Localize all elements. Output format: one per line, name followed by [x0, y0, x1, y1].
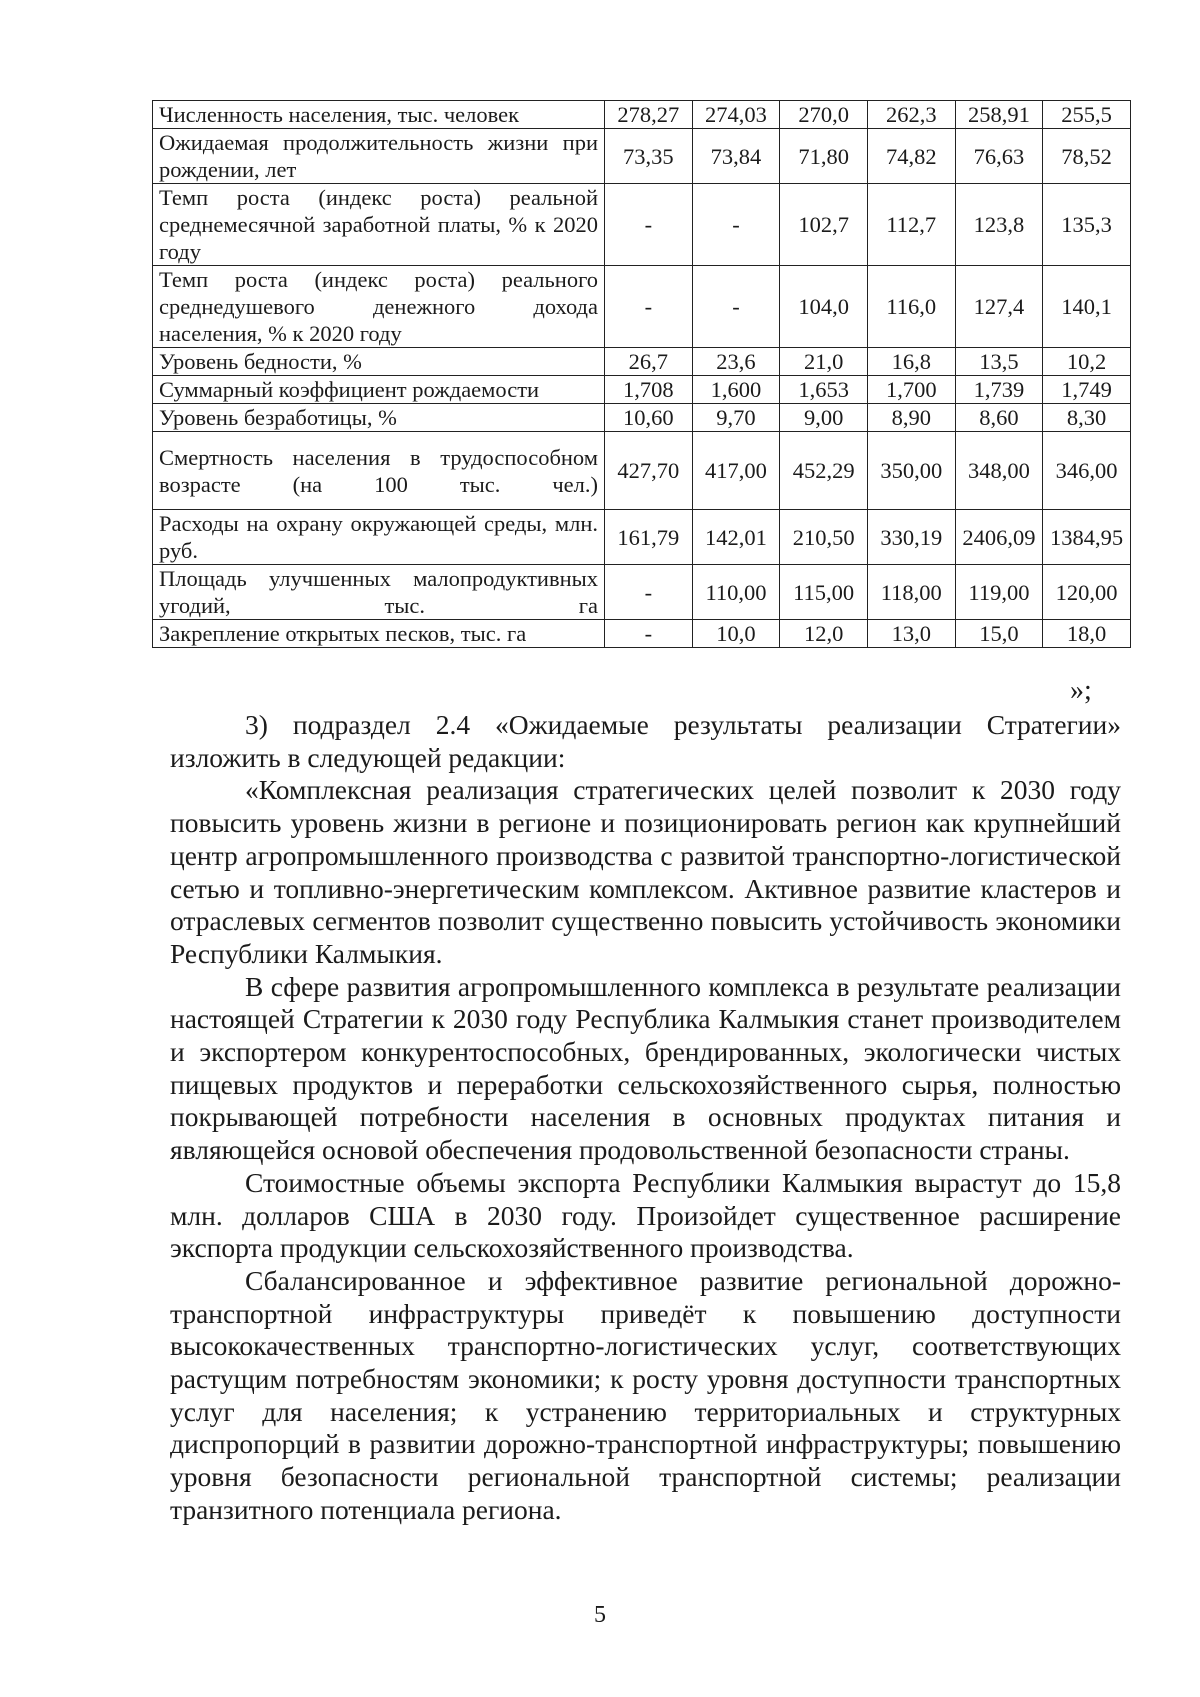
- indicator-value: 120,00: [1043, 565, 1131, 620]
- indicator-value: 13,0: [867, 620, 955, 648]
- indicator-name: Закрепление открытых песков, тыс. га: [153, 620, 605, 648]
- indicator-value: 8,60: [955, 404, 1043, 432]
- indicator-value: 110,00: [692, 565, 780, 620]
- indicator-value: 135,3: [1043, 184, 1131, 266]
- table-row: [153, 184, 1131, 266]
- indicator-name: Численность населения, тыс. человек: [153, 101, 605, 129]
- indicator-value: 262,3: [867, 101, 955, 129]
- indicator-value: 73,84: [692, 129, 780, 184]
- table-row: [153, 565, 1131, 620]
- indicator-value: -: [605, 620, 693, 648]
- indicator-name: Уровень безработицы, %: [153, 404, 605, 432]
- indicators-table: [152, 100, 1131, 648]
- indicator-value: -: [605, 184, 693, 266]
- indicator-value: 346,00: [1043, 432, 1131, 510]
- indicator-value: 76,63: [955, 129, 1043, 184]
- indicator-value: 1,600: [692, 376, 780, 404]
- indicator-value: 10,2: [1043, 348, 1131, 376]
- indicator-value: -: [692, 184, 780, 266]
- indicator-name: Расходы на охрану окружающей среды, млн. руб.: [153, 510, 605, 565]
- indicator-name: Суммарный коэффициент рождаемости: [153, 376, 605, 404]
- indicator-value: 1,653: [780, 376, 868, 404]
- closing-quote: »;: [1070, 675, 1092, 706]
- indicator-value: -: [692, 266, 780, 348]
- indicator-value: 10,60: [605, 404, 693, 432]
- indicator-name: Ожидаемая продолжительность жизни при рождении, лет: [153, 129, 605, 184]
- indicator-value: 452,29: [780, 432, 868, 510]
- indicator-value: 13,5: [955, 348, 1043, 376]
- indicator-value: 274,03: [692, 101, 780, 129]
- indicator-value: 348,00: [955, 432, 1043, 510]
- indicator-value: 102,7: [780, 184, 868, 266]
- indicator-name: Площадь улучшенных малопродуктивных угодий, тыс. га: [153, 565, 605, 620]
- page-number: 5: [594, 1602, 606, 1628]
- indicator-value: 161,79: [605, 510, 693, 565]
- table-row: [153, 101, 1131, 129]
- table-row: [153, 620, 1131, 648]
- indicator-value: 118,00: [867, 565, 955, 620]
- indicator-name: Уровень бедности, %: [153, 348, 605, 376]
- indicator-value: 417,00: [692, 432, 780, 510]
- paragraph: 3) подраздел 2.4 «Ожидаемые результаты реализации Стратегии» изложить в следующей редакции:: [170, 709, 1121, 773]
- indicator-value: 73,35: [605, 129, 693, 184]
- indicator-value: 119,00: [955, 565, 1043, 620]
- indicator-value: 26,7: [605, 348, 693, 376]
- indicator-value: 9,70: [692, 404, 780, 432]
- indicator-value: 255,5: [1043, 101, 1131, 129]
- indicator-name: Смертность населения в трудоспособном возрасте (на 100 тыс. чел.): [153, 432, 605, 510]
- indicator-name: Темп роста (индекс роста) реальной среднемесячной заработной платы, % к 2020 году: [153, 184, 605, 266]
- indicator-value: 1,708: [605, 376, 693, 404]
- table-row: [153, 129, 1131, 184]
- indicators-table-body: [153, 101, 1131, 648]
- table-row: [153, 432, 1131, 510]
- indicator-value: 15,0: [955, 620, 1043, 648]
- indicator-value: 350,00: [867, 432, 955, 510]
- table-row: [153, 510, 1131, 565]
- indicator-value: 78,52: [1043, 129, 1131, 184]
- indicator-value: 8,90: [867, 404, 955, 432]
- paragraph: Стоимостные объемы экспорта Республики Калмыкия вырастут до 15,8 млн. долларов США в 2030 году. Произойдет существенное расширение экспорта продукции сельскохозяйственного производства.: [170, 1166, 1121, 1264]
- indicator-value: 71,80: [780, 129, 868, 184]
- indicator-value: -: [605, 266, 693, 348]
- indicator-value: 127,4: [955, 266, 1043, 348]
- indicator-value: 9,00: [780, 404, 868, 432]
- indicator-value: 8,30: [1043, 404, 1131, 432]
- indicator-value: 1,700: [867, 376, 955, 404]
- indicator-value: 278,27: [605, 101, 693, 129]
- indicator-value: 12,0: [780, 620, 868, 648]
- indicator-value: 115,00: [780, 565, 868, 620]
- indicator-value: 1,749: [1043, 376, 1131, 404]
- paragraph: В сфере развития агропромышленного комплекса в результате реализации настоящей Стратегии к 2030 году Республика Калмыкия станет производителем и экспортером конкурентоспособных, брендированных, экологически чистых пищевых продуктов и переработки сельскохозяйственного сырья, полностью покрывающей потребности населения в основных продуктах питания и являющейся основой обеспечения продовольственной безопасности страны.: [170, 970, 1121, 1166]
- indicator-value: 270,0: [780, 101, 868, 129]
- indicator-value: 23,6: [692, 348, 780, 376]
- indicator-value: 140,1: [1043, 266, 1131, 348]
- table-row: [153, 266, 1131, 348]
- paragraph: «Комплексная реализация стратегических целей позволит к 2030 году повысить уровень жизни в регионе и позиционировать регион как крупнейший центр агропромышленного производства с развитой транспортно-логистической сетью и топливно-энергетическим комплексом. Активное развитие кластеров и отраслевых сегментов позволит существенно повысить устойчивость экономики Республики Калмыкия.: [170, 774, 1121, 969]
- indicator-value: 10,0: [692, 620, 780, 648]
- indicator-value: 18,0: [1043, 620, 1131, 648]
- indicator-value: 1,739: [955, 376, 1043, 404]
- table-row: [153, 376, 1131, 404]
- indicator-value: 258,91: [955, 101, 1043, 129]
- indicator-value: 427,70: [605, 432, 693, 510]
- indicator-value: 1384,95: [1043, 510, 1131, 565]
- indicator-value: 104,0: [780, 266, 868, 348]
- indicator-value: 142,01: [692, 510, 780, 565]
- table-row: [153, 404, 1131, 432]
- indicator-value: 16,8: [867, 348, 955, 376]
- indicator-value: 21,0: [780, 348, 868, 376]
- indicator-value: 330,19: [867, 510, 955, 565]
- table-row: [153, 348, 1131, 376]
- paragraph: Сбалансированное и эффективное развитие региональной дорожно-транспортной инфраструктуры приведёт к повышению доступности высококачественных транспортно-логистических услуг, соответствующих растущим потребностям экономики; к росту уровня доступности транспортных услуг для населения; к устранению территориальных и структурных диспропорций в развитии дорожно-транспортной инфраструктуры; повышению уровня безопасности региональной транспортной системы; реализации транзитного потенциала региона.: [170, 1264, 1121, 1525]
- indicator-value: -: [605, 565, 693, 620]
- indicator-value: 123,8: [955, 184, 1043, 266]
- body-text: [170, 709, 1121, 1527]
- indicator-value: 112,7: [867, 184, 955, 266]
- indicator-value: 74,82: [867, 129, 955, 184]
- indicator-name: Темп роста (индекс роста) реального среднедушевого денежного дохода населения, % к 2020 году: [153, 266, 605, 348]
- indicator-value: 2406,09: [955, 510, 1043, 565]
- indicator-value: 210,50: [780, 510, 868, 565]
- indicator-value: 116,0: [867, 266, 955, 348]
